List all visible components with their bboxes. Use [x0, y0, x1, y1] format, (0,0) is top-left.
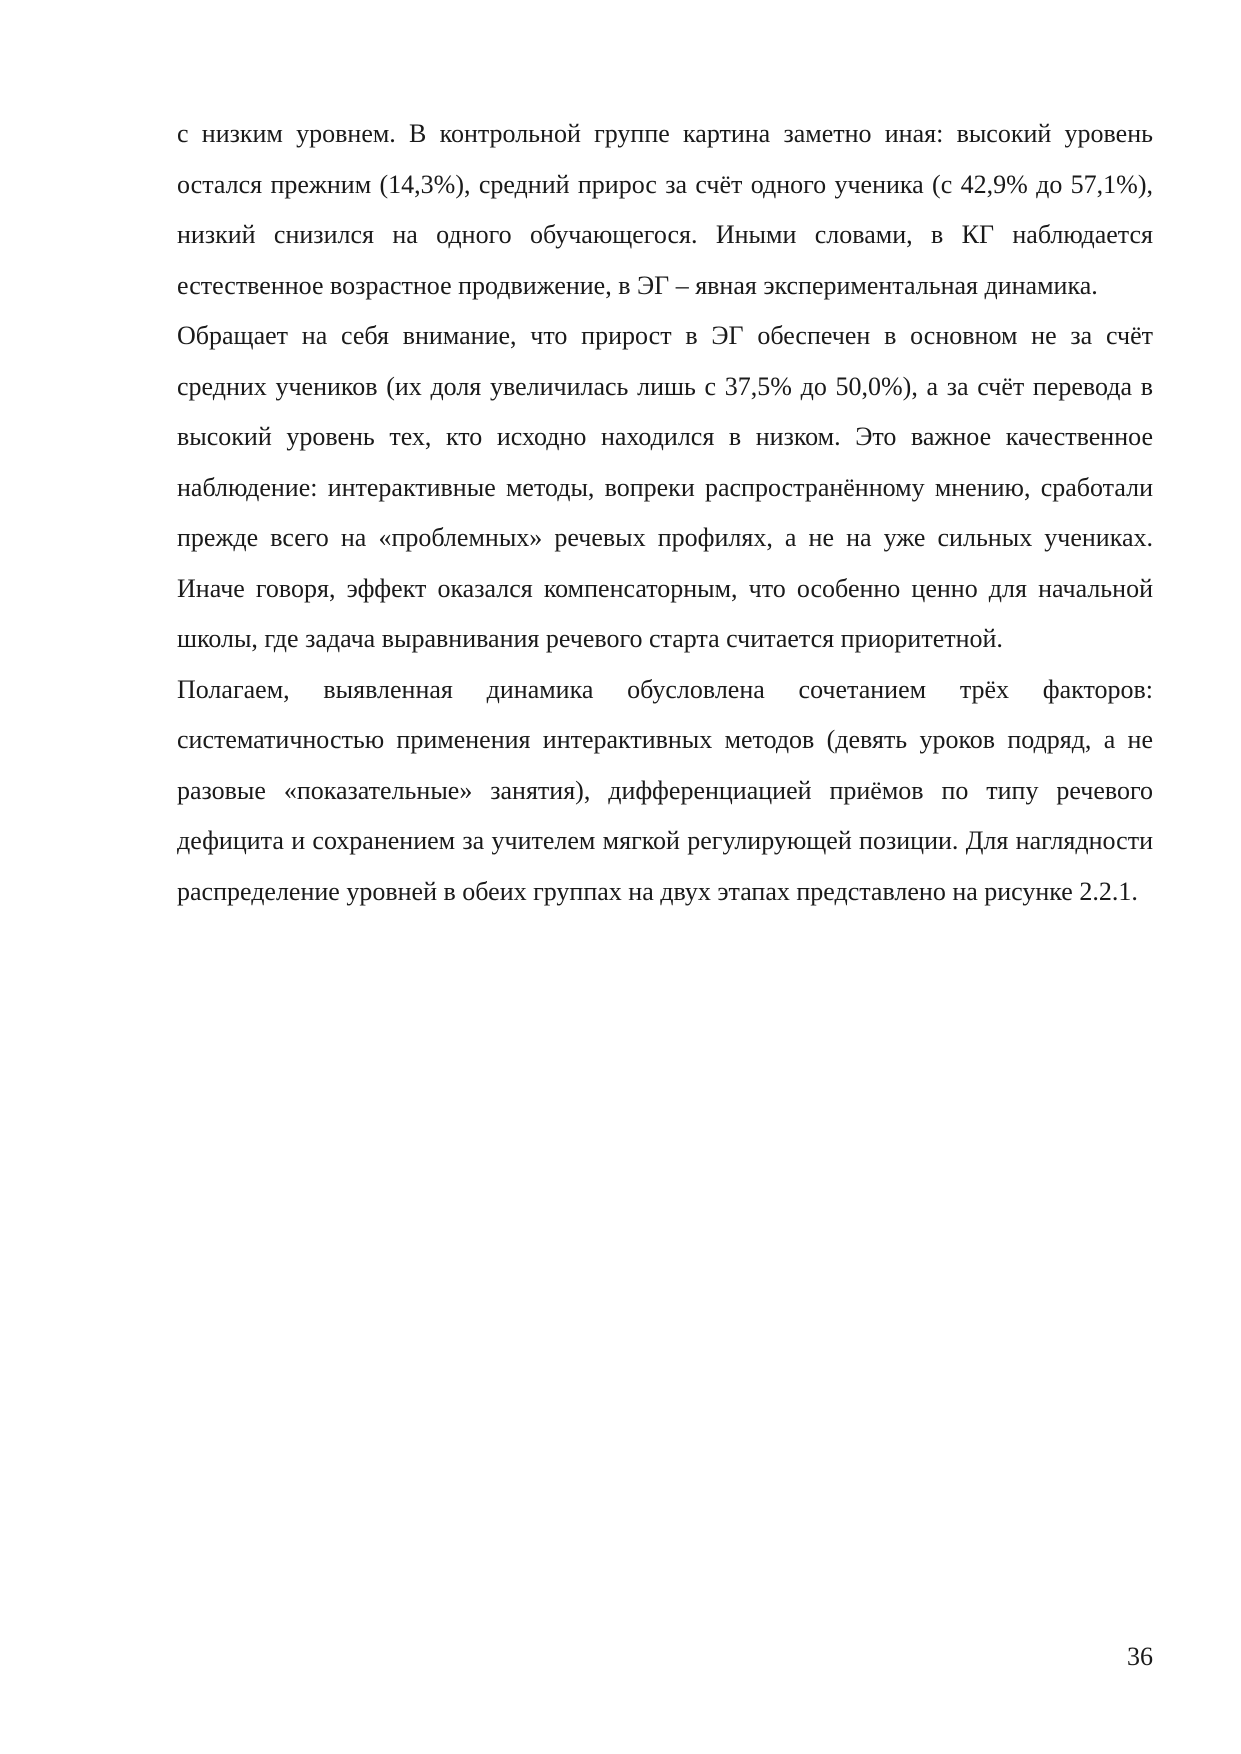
- page-number: 36: [1127, 1642, 1153, 1671]
- paragraph-3: Полагаем, выявленная динамика обусловлена сочетанием трёх факторов: систематичностью применения интерактивных методов (девять уроков подряд, а не разовые «показательные» занятия), дифференциацией приёмов по типу речевого дефицита и сохранением за учителем мягкой регулирующей позиции. Для наглядности распределение уровней в обеих группах на двух этапах представлено на рисунке 2.2.1.: [177, 674, 1153, 906]
- paragraph-2: Обращает на себя внимание, что прирост в ЭГ обеспечен в основном не за счёт средних учеников (их доля увеличилась лишь с 37,5% до 50,0%), а за счёт перевода в высокий уровень тех, кто исходно находился в низком. Это важное качественное наблюдение: интерактивные методы, вопреки распространённому мнению, сработали прежде всего на «проблемных» речевых профилях, а не на уже сильных учениках. Иначе говоря, эффект оказался компенсаторным, что особенно ценно для начальной школы, где задача выравнивания речевого старта считается приоритетной.: [177, 321, 1153, 653]
- paragraph-1: с низким уровнем. В контрольной группе картина заметно иная: высокий уровень остался прежним (14,3%), средний прирос за счёт одного ученика (с 42,9% до 57,1%), низкий снизился на одного обучающегося. Иными словами, в КГ наблюдается естественное возрастное продвижение, в ЭГ – явная экспериментальная динамика.: [177, 119, 1153, 300]
- document-body: [177, 109, 1153, 917]
